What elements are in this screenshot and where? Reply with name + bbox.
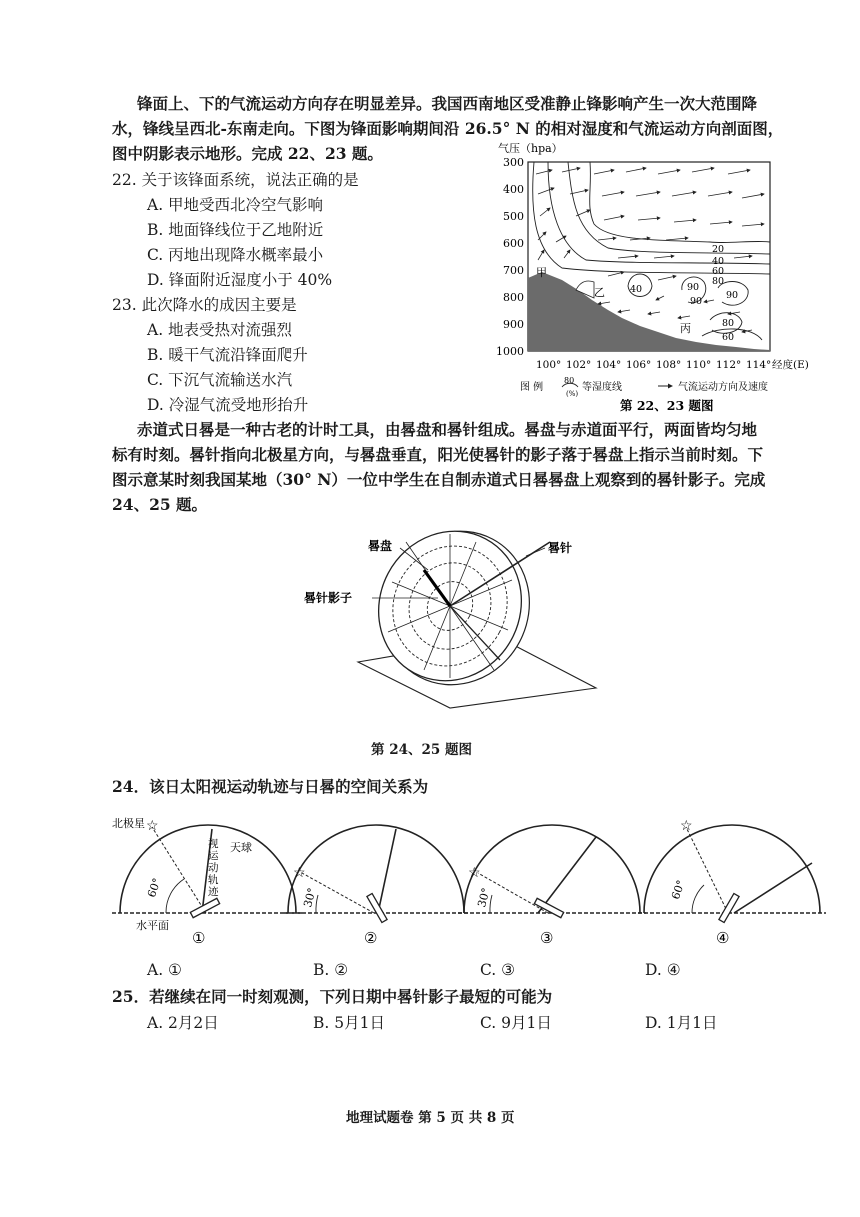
xtick: 110° bbox=[686, 359, 712, 371]
ytick: 700 bbox=[503, 264, 524, 277]
q22-option-d: D. 锋面附近湿度小于 40% bbox=[147, 271, 333, 289]
contour-label: 60 bbox=[712, 266, 725, 277]
cross-section-figure bbox=[490, 140, 830, 415]
angle-label: 60° bbox=[668, 878, 688, 902]
q23-option-c: C. 下沉气流输送水汽 bbox=[147, 371, 293, 389]
diagram-number: ① bbox=[192, 929, 206, 947]
label-path: 视 bbox=[208, 838, 219, 850]
contour-label: 90 bbox=[690, 296, 703, 307]
diagram-2 bbox=[284, 825, 470, 947]
polaris-star-icon: ☆ bbox=[680, 818, 693, 834]
contour-label: 90 bbox=[687, 282, 700, 293]
label-horizon: 水平面 bbox=[136, 919, 169, 932]
q24-option-a: A. ① bbox=[147, 961, 182, 979]
passage2-line2: 标有时刻。晷针指向北极星方向，与晷盘垂直，阳光使晷针的影子落于晷盘上指示当前时刻。下 bbox=[112, 445, 764, 464]
sundial-symbol bbox=[719, 894, 739, 923]
passage2-line4: 24、25 题。 bbox=[112, 495, 208, 514]
passage1-line2: 水，锋线呈西北-东南走向。下图为锋面影响期间沿 26.5° N 的相对湿度和气流运动方向剖面图， bbox=[112, 119, 784, 138]
q24-diagrams bbox=[112, 815, 832, 965]
q25-option-c: C. 9月1日 bbox=[480, 1014, 552, 1032]
q24-option-b: B. ② bbox=[313, 961, 349, 979]
q25-option-a: A. 2月2日 bbox=[147, 1014, 219, 1032]
xaxis-unit: 经度(E) bbox=[772, 359, 809, 371]
sundial-symbol bbox=[367, 894, 387, 923]
xtick: 108° bbox=[656, 359, 682, 371]
diagram-number: ③ bbox=[540, 929, 554, 947]
q23-stem: 23. 此次降水的成因主要是 bbox=[112, 296, 297, 314]
label-path: 轨 bbox=[208, 874, 219, 886]
passage1-line1: 锋面上、下的气流运动方向存在明显差异。我国西南地区受准静止锋影响产生一次大范围降 bbox=[137, 94, 758, 113]
label-plate: 晷盘 bbox=[368, 539, 393, 553]
ytick: 300 bbox=[503, 156, 524, 169]
q23-option-d: D. 冷湿气流受地形抬升 bbox=[147, 396, 309, 414]
xtick: 100° bbox=[536, 359, 562, 371]
place-bing: 丙 bbox=[680, 322, 691, 335]
q24-option-d: D. ④ bbox=[645, 961, 681, 979]
sun-path-line bbox=[538, 837, 596, 913]
diagram-number: ④ bbox=[716, 929, 730, 947]
legend-contour-unit: (%) bbox=[566, 390, 579, 398]
diagram-3 bbox=[458, 825, 646, 947]
contour-label: 80 bbox=[712, 276, 725, 287]
polaris-star-icon: ☆ bbox=[146, 818, 159, 834]
page-footer: 地理试题卷 第 5 页 共 8 页 bbox=[346, 1110, 515, 1126]
ytick: 900 bbox=[503, 318, 524, 331]
q22-option-c: C. 丙地出现降水概率最小 bbox=[147, 246, 324, 264]
q23-option-a: A. 地表受热对流强烈 bbox=[147, 321, 293, 339]
q22-option-a: A. 甲地受西北冷空气影响 bbox=[147, 196, 324, 214]
sundial-figure bbox=[300, 512, 620, 712]
place-jia: 甲 bbox=[536, 266, 547, 279]
contour-label: 20 bbox=[712, 244, 725, 255]
q24-stem: 24．该日太阳视运动轨迹与日晷的空间关系为 bbox=[112, 777, 429, 796]
polaris-star-icon: ☆ bbox=[468, 865, 481, 881]
fig2-caption: 第 24、25 题图 bbox=[371, 742, 472, 758]
xtick: 114° bbox=[746, 359, 772, 371]
q25-stem: 25．若继续在同一时刻观测，下列日期中晷针影子最短的可能为 bbox=[112, 987, 553, 1006]
contour-label: 40 bbox=[712, 256, 725, 267]
label-shadow: 晷针影子 bbox=[304, 591, 353, 605]
polaris-star-icon: ☆ bbox=[293, 865, 306, 881]
passage2-line3: 图示意某时刻我国某地（30° N）一位中学生在自制赤道式日晷晷盘上观察到的晷针影子。完成 bbox=[112, 470, 766, 489]
q25-option-d: D. 1月1日 bbox=[645, 1014, 718, 1032]
passage1-line3: 图中阴影表示地形。完成 22、23 题。 bbox=[112, 144, 383, 163]
q24-option-c: C. ③ bbox=[480, 961, 516, 979]
angle-label: 30° bbox=[301, 886, 319, 909]
diagram-number: ② bbox=[364, 929, 378, 947]
label-needle: 晷针 bbox=[548, 541, 573, 555]
q22-option-b: B. 地面锋线位于乙地附近 bbox=[147, 221, 324, 239]
sundial-symbol bbox=[190, 898, 219, 917]
q22-stem: 22. 关于该锋面系统，说法正确的是 bbox=[112, 171, 359, 189]
angle-label: 60° bbox=[144, 876, 164, 900]
q23-option-b: B. 暖干气流沿锋面爬升 bbox=[147, 346, 308, 364]
xtick: 106° bbox=[626, 359, 652, 371]
place-yi: 乙 bbox=[594, 286, 605, 299]
xtick: 104° bbox=[596, 359, 622, 371]
label-path: 迹 bbox=[208, 886, 219, 898]
xtick: 112° bbox=[716, 359, 742, 371]
fig1-caption: 第 22、23 题图 bbox=[620, 398, 714, 413]
legend-label: 图 例 bbox=[520, 382, 544, 393]
q25-option-b: B. 5月1日 bbox=[313, 1014, 385, 1032]
sun-path-line bbox=[734, 863, 812, 913]
label-polaris: 北极星 bbox=[112, 817, 145, 830]
diagram-4 bbox=[638, 818, 826, 947]
label-path: 动 bbox=[208, 862, 219, 874]
ytick: 800 bbox=[503, 291, 524, 304]
fig1-ylabel: 气压（hpa） bbox=[498, 142, 563, 155]
legend-arrow: 气流运动方向及速度 bbox=[678, 382, 768, 393]
xtick: 102° bbox=[566, 359, 592, 371]
ytick: 1000 bbox=[496, 345, 524, 358]
ytick: 600 bbox=[503, 237, 524, 250]
label-sky: 天球 bbox=[230, 841, 252, 854]
label-path: 运 bbox=[208, 850, 219, 862]
leader-needle bbox=[526, 548, 545, 556]
ytick: 400 bbox=[503, 183, 524, 196]
ytick: 500 bbox=[503, 210, 524, 223]
legend-contour-value: 80 bbox=[564, 376, 575, 385]
sun-path-line bbox=[378, 829, 396, 913]
contour-label: 40 bbox=[630, 284, 643, 295]
contour-label: 80 bbox=[722, 318, 735, 329]
diagram-1 bbox=[112, 816, 302, 947]
angle-label: 30° bbox=[475, 886, 493, 909]
passage2-line1: 赤道式日晷是一种古老的计时工具，由晷盘和晷针组成。晷盘与赤道面平行，两面皆均匀地 bbox=[137, 420, 758, 439]
contour-label: 90 bbox=[726, 290, 739, 301]
contour-label: 60 bbox=[722, 332, 735, 343]
legend-contour: 等湿度线 bbox=[582, 382, 622, 393]
